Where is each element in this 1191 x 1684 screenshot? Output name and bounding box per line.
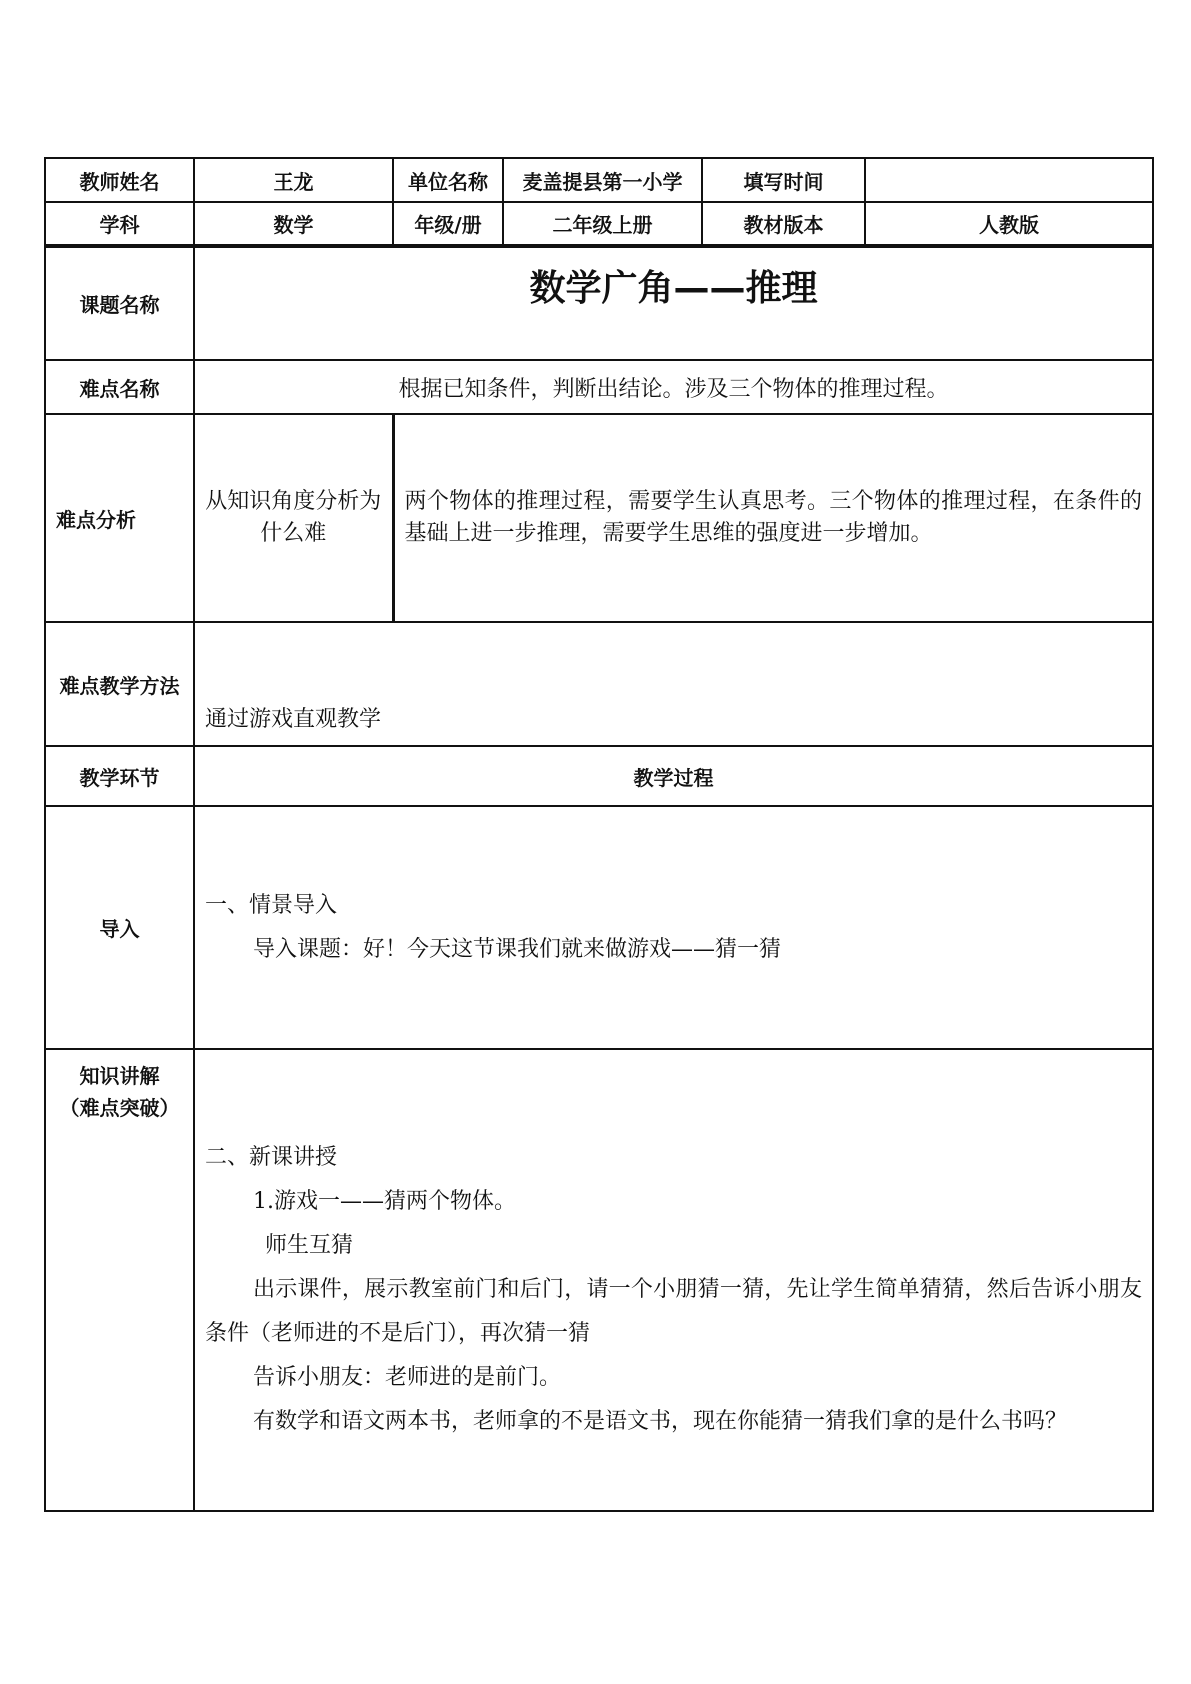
knowledge-heading: 二、新课讲授 xyxy=(205,1145,338,1170)
topic-label: 课题名称 xyxy=(45,246,194,360)
knowledge-game1: 1.游戏一——猜两个物体。 xyxy=(253,1189,516,1214)
fill-time-label: 填写时间 xyxy=(702,158,865,202)
analysis-value: 两个物体的推理过程，需要学生认真思考。三个物体的推理过程，在条件的基础上进一步推理，需要学生思维的强度进一步增加。 xyxy=(393,414,1153,622)
knowledge-para2: 告诉小朋友：老师进的是前门。 xyxy=(253,1365,562,1390)
teacher-value: 王龙 xyxy=(194,158,393,202)
knowledge-para3: 有数学和语文两本书，老师拿的不是语文书，现在你能猜一猜我们拿的是什么书吗？ xyxy=(253,1409,1068,1434)
fill-time-value xyxy=(865,158,1153,202)
method-row xyxy=(45,622,1153,746)
lesson-plan-table xyxy=(44,157,1154,1512)
difficulty-label: 难点名称 xyxy=(45,360,194,414)
teacher-label: 教师姓名 xyxy=(45,158,194,202)
header-row-1 xyxy=(45,158,1153,202)
method-value: 通过游戏直观教学 xyxy=(194,622,1153,746)
stage-label: 教学环节 xyxy=(45,746,194,806)
knowledge-label-line1: 知识讲解 xyxy=(79,1064,160,1088)
subject-label: 学科 xyxy=(45,202,194,246)
topic-cell xyxy=(194,246,1153,360)
header-row-2 xyxy=(45,202,1153,246)
edition-value: 人教版 xyxy=(865,202,1153,246)
intro-content xyxy=(194,806,1153,1049)
difficulty-row xyxy=(45,360,1153,414)
intro-heading: 一、情景导入 xyxy=(205,892,338,918)
intro-label: 导入 xyxy=(45,806,194,1049)
method-label: 难点教学方法 xyxy=(45,622,194,746)
topic-title: 数学广角——推理 xyxy=(529,268,818,309)
edition-label: 教材版本 xyxy=(702,202,865,246)
difficulty-value: 根据已知条件，判断出结论。涉及三个物体的推理过程。 xyxy=(194,360,1153,414)
process-header-row xyxy=(45,746,1153,806)
knowledge-mutual: 师生互猜 xyxy=(265,1233,354,1258)
topic-row xyxy=(45,246,1153,360)
knowledge-para1: 出示课件，展示教室前门和后门，请一个小朋猜一猜，先让学生简单猜猜，然后告诉小朋友条件（老师进的不是后门），再次猜一猜 xyxy=(205,1277,1142,1346)
lesson-plan-sheet xyxy=(44,157,1152,1512)
unit-value: 麦盖提县第一小学 xyxy=(503,158,702,202)
subject-value: 数学 xyxy=(194,202,393,246)
process-label: 教学过程 xyxy=(194,746,1153,806)
grade-label: 年级/册 xyxy=(393,202,503,246)
analysis-row xyxy=(45,414,1153,622)
knowledge-label-line2: （难点突破） xyxy=(59,1096,180,1120)
knowledge-label xyxy=(45,1049,194,1511)
grade-value: 二年级上册 xyxy=(503,202,702,246)
unit-label: 单位名称 xyxy=(393,158,503,202)
intro-text: 导入课题：好！今天这节课我们就来做游戏——猜一猜 xyxy=(253,936,782,962)
knowledge-row xyxy=(45,1049,1153,1511)
knowledge-content xyxy=(194,1049,1153,1511)
analysis-sub-label: 从知识角度分析为什么难 xyxy=(194,414,393,622)
analysis-label: 难点分析 xyxy=(45,414,194,622)
intro-row xyxy=(45,806,1153,1049)
